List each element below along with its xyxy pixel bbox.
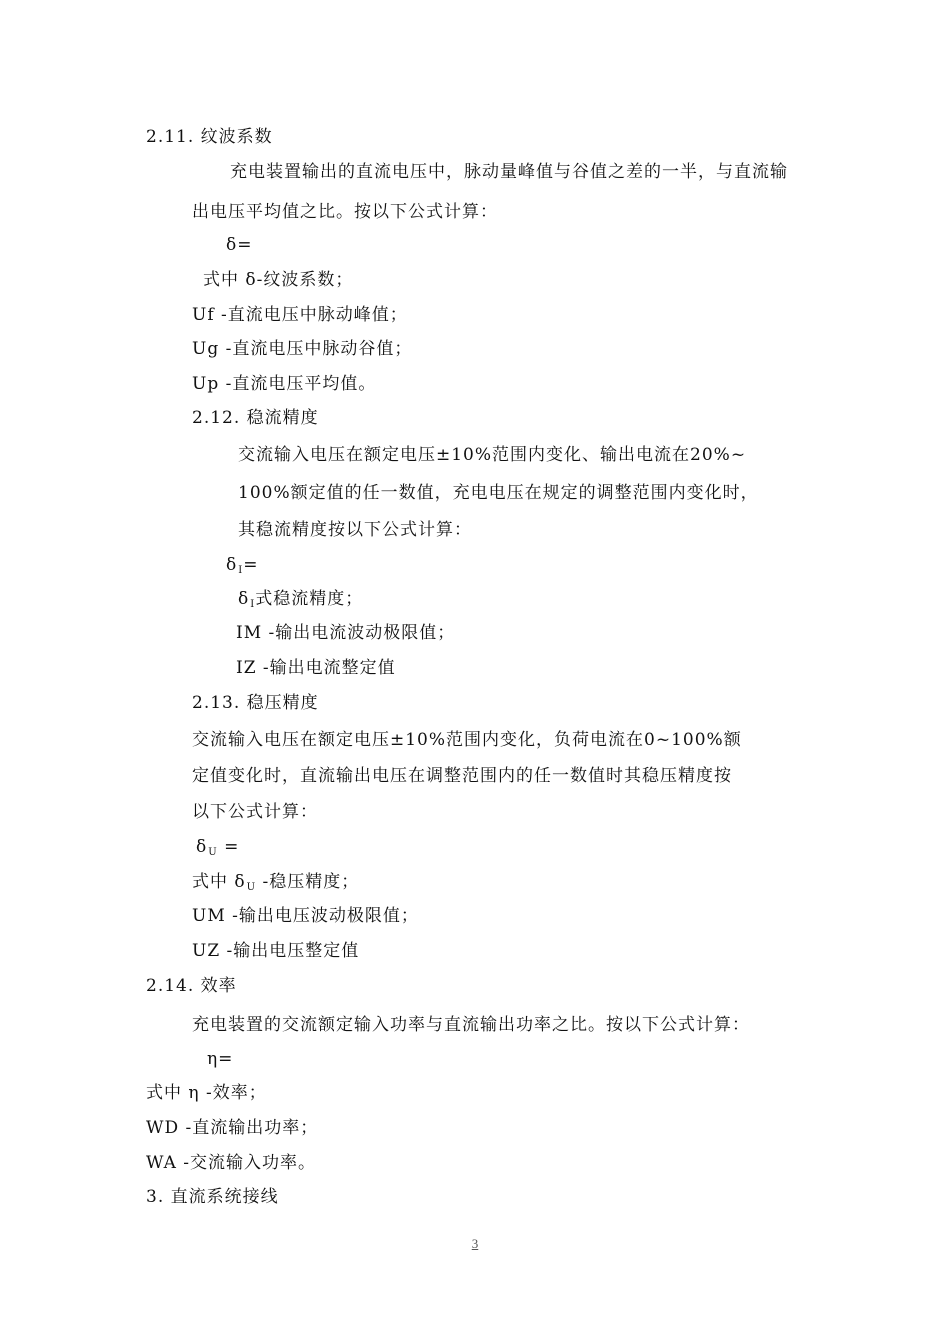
page-number: 3 bbox=[471, 1236, 479, 1251]
paragraph-line: 充电装置的交流额定输入功率与直流输出功率之比。按以下公式计算： bbox=[192, 1015, 750, 1035]
paragraph-line: 交流输入电压在额定电压±10%范围内变化，负荷电流在0~100%额 bbox=[192, 730, 742, 750]
definition-line: Up -直流电压平均值。 bbox=[192, 374, 377, 394]
paragraph-line: 交流输入电压在额定电压±10%范围内变化、输出电流在20%~ bbox=[238, 445, 747, 465]
definition-line: 式中 $\delta_U$ -稳压精度； bbox=[192, 872, 360, 893]
definition-line: Uf -直流电压中脉动峰值； bbox=[192, 305, 408, 325]
paragraph-line: 定值变化时，直流输出电压在调整范围内的任一数值时其稳压精度按 bbox=[192, 766, 732, 786]
heading-2-12: 2.12. 稳流精度 bbox=[192, 408, 319, 428]
definition-line: WA -交流输入功率。 bbox=[146, 1153, 317, 1173]
formula-eta: η= bbox=[207, 1049, 234, 1069]
paragraph-line: 100%额定值的任一数值，充电电压在规定的调整范围内变化时， bbox=[238, 483, 759, 503]
definition-line: Ug -直流电压中脉动谷值； bbox=[192, 339, 413, 359]
heading-2-13: 2.13. 稳压精度 bbox=[192, 693, 319, 713]
formula-delta-u: $\delta_U$ = bbox=[196, 837, 240, 858]
definition-line: IM -输出电流波动极限值； bbox=[236, 623, 456, 643]
definition-line: WD -直流输出功率； bbox=[146, 1118, 319, 1138]
paragraph-line: 以下公式计算： bbox=[192, 802, 318, 822]
heading-3: 3. 直流系统接线 bbox=[146, 1187, 279, 1207]
definition-line: IZ -输出电流整定值 bbox=[236, 658, 396, 678]
heading-2-11: 2.11. 纹波系数 bbox=[146, 127, 273, 147]
paragraph-line: 出电压平均值之比。按以下公式计算： bbox=[192, 202, 498, 222]
paragraph-line: 充电装置输出的直流电压中，脉动量峰值与谷值之差的一半，与直流输 bbox=[230, 162, 788, 182]
definition-line: 式中 δ-纹波系数； bbox=[203, 270, 354, 290]
heading-2-14: 2.14. 效率 bbox=[146, 976, 237, 996]
formula-delta-i: $\delta_I=$ bbox=[226, 555, 259, 576]
definition-line: $\delta_I$式稳流精度； bbox=[238, 589, 364, 610]
paragraph-line: 其稳流精度按以下公式计算： bbox=[238, 520, 472, 540]
formula-delta: δ= bbox=[226, 235, 253, 255]
definition-line: UM -输出电压波动极限值； bbox=[192, 906, 419, 926]
definition-line: 式中 η -效率； bbox=[146, 1083, 267, 1103]
definition-line: UZ -输出电压整定值 bbox=[192, 941, 360, 961]
